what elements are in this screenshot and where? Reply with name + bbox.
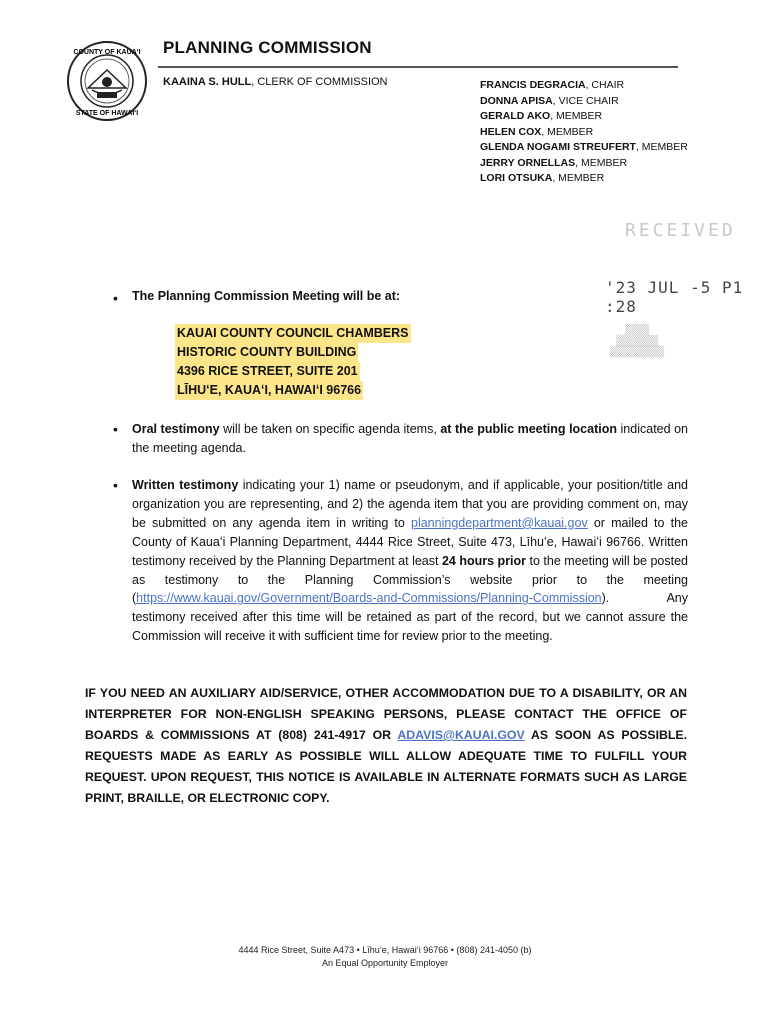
planning-commission-website-link[interactable]: https://www.kauai.gov/Government/Boards-and-Commissions/Planning-Commission [136, 591, 602, 606]
clerk-role: , CLERK OF COMMISSION [251, 76, 388, 88]
written-testimony-paragraph: Written testimony indicating your 1) name or pseudonym, and if applicable, your position/title and organization you are representing, and 2) the agenda item that you are providing comment on, may be submitted on any agenda item in writing to planningdepartment@kauai.gov or mailed to the County of Kauaʻi Planning Department, 4444 Rice Street, Suite 473, Līhuʻe, Hawaiʻi 96766. Written testimony received by the Planning Department at least 24 hours prior to the meeting will be posted as testimony to the Planning Commission’s website prior to the meeting (https://www.kauai.gov/Government/Boards-and-Commissions/Planning-Commission). Any testimony received after this time will be retained as part of the record, but we cannot assure the Commission will receive it with sufficient time for review prior to the meeting. [132, 478, 689, 644]
clerk-line [163, 76, 388, 88]
seal-bottom-text: STATE OF HAWAIʻI [75, 110, 139, 117]
address-line: 4396 RICE STREET, SUITE 201 [175, 362, 360, 381]
member-item: FRANCIS DEGRACIA, CHAIR [480, 79, 625, 91]
seal-top-text: COUNTY OF KAUAʻI [73, 49, 141, 56]
bullet-icon: • [113, 477, 118, 493]
member-item: GLENDA NOGAMI STREUFERT, MEMBER [480, 141, 688, 153]
adavis-email-link[interactable]: ADAVIS@KAUAI.GOV [397, 728, 525, 742]
clerk-name: KAAINA S. HULL [163, 76, 252, 88]
address-line: KAUAI COUNTY COUNCIL CHAMBERS [175, 324, 411, 343]
planning-email-link[interactable]: planningdepartment@kauai.gov [411, 515, 588, 530]
address-line: HISTORIC COUNTY BUILDING [175, 343, 358, 362]
meeting-intro: The Planning Commission Meeting will be at: [132, 289, 401, 303]
footer [0, 944, 770, 970]
footer-address: 4444 Rice Street, Suite A473 • Līhuʻe, Hawaiʻi 96766 • (808) 241-4050 (b) [238, 945, 532, 955]
footer-eoe: An Equal Opportunity Employer [321, 958, 449, 968]
member-item: JERRY ORNELLAS, MEMBER [480, 156, 628, 169]
page-title: PLANNING COMMISSION [163, 38, 372, 57]
member-item: LORI OTSUKA, MEMBER [480, 172, 605, 184]
address-line: LĪHUʻE, KAUAʻI, HAWAIʻI 96766 [175, 381, 363, 400]
bullet-icon: • [113, 290, 118, 306]
header-divider [158, 66, 678, 68]
county-seal-icon [66, 40, 148, 122]
member-list [480, 78, 688, 187]
member-item: DONNA APISA, VICE CHAIR [480, 94, 619, 107]
accommodation-notice: IF YOU NEED AN AUXILIARY AID/SERVICE, OTHER ACCOMMODATION DUE TO A DISABILITY, OR AN INTERPRETER FOR NON-ENGLISH SPEAKING PERSONS, PLEASE CONTACT THE OFFICE OF BOARDS & COMMISSIONS AT (808) 241-4917 OR ADAVIS@KAUAI.GOV AS SOON AS POSSIBLE. REQUESTS MADE AS EARLY AS POSSIBLE WILL ALLOW ADEQUATE TIME TO FULFILL YOUR REQUEST. UPON REQUEST, THIS NOTICE IS AVAILABLE IN ALTERNATE FORMATS SUCH AS LARGE PRINT, BRAILLE, OR ELECTRONIC COPY. [85, 686, 687, 805]
member-item: GERALD AKO, MEMBER [480, 110, 603, 122]
member-item: HELEN COX, MEMBER [480, 125, 594, 138]
faded-stamp-mark: ▒▒▒▒ ▒▒▒▒▒▒▒ ▒▒▒▒▒▒▒▒▒ [610, 325, 665, 358]
received-stamp: RECEIVED [625, 220, 736, 241]
meeting-address [175, 324, 411, 400]
received-date-stamp: '23 JUL -5 P1 :28 [605, 278, 744, 316]
bullet-icon: • [113, 421, 118, 437]
oral-testimony-paragraph: Oral testimony will be taken on specific agenda items, at the public meeting location indicated on the meeting agenda. [132, 422, 689, 455]
